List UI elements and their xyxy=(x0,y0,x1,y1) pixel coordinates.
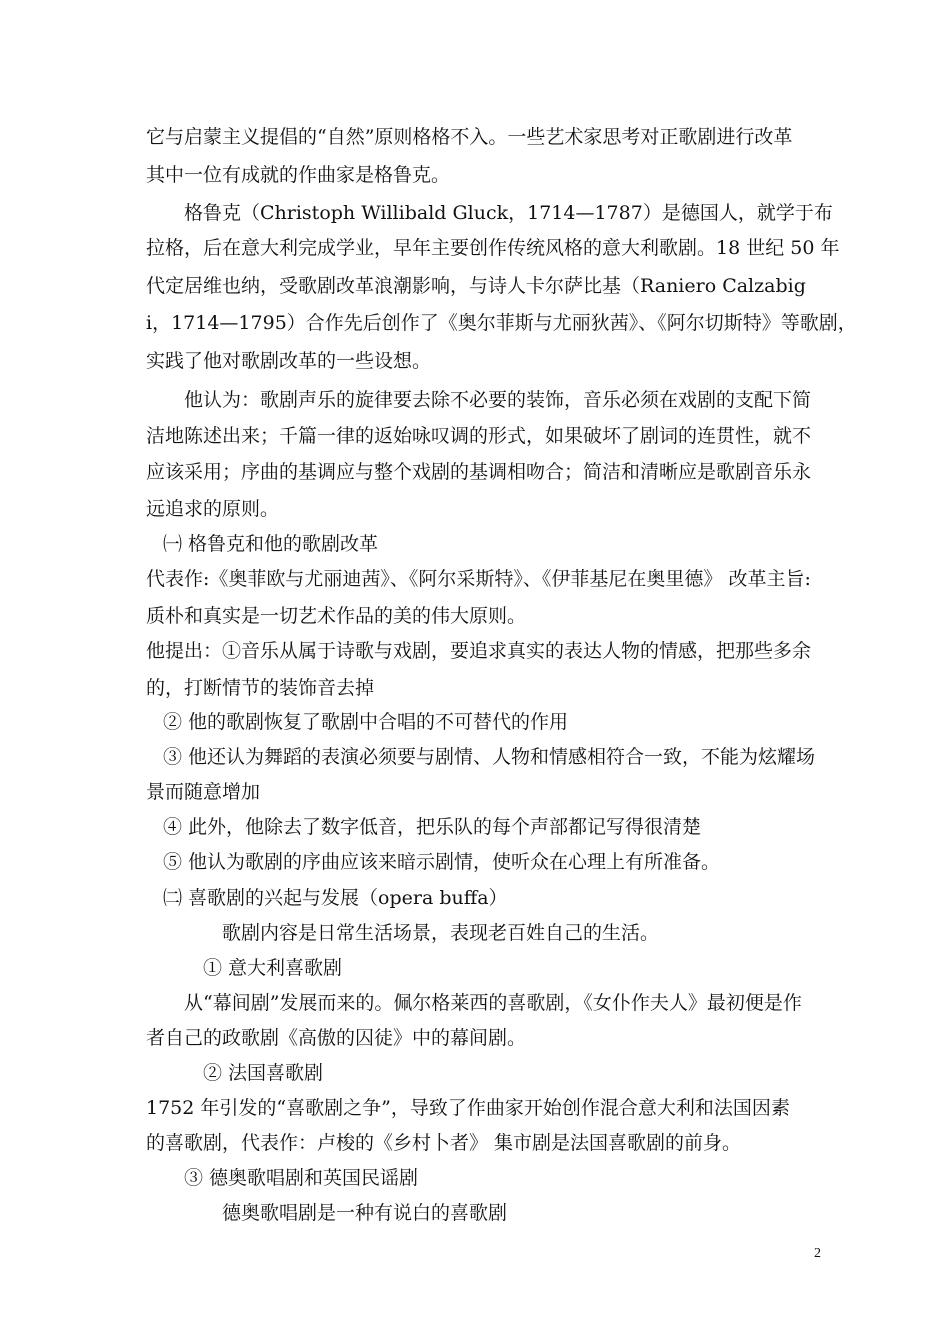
text-line: 景而随意增加 xyxy=(146,781,261,803)
text-line: 歌剧内容是日常生活场景，表现老百姓自己的生活。 xyxy=(222,922,660,944)
subsection-heading: ② 法国喜歌剧 xyxy=(203,1062,324,1084)
text-line: 代定居维也纳，受歌剧改革浪潮影响，与诗人卡尔萨比基（Raniero Calzabig xyxy=(146,275,806,297)
section-heading: ㈡ 喜歌剧的兴起与发展（opera buffa） xyxy=(163,887,508,909)
text-line: 应该采用；序曲的基调应与整个戏剧的基调相吻合；简洁和清晰应是歌剧音乐永 xyxy=(146,461,812,483)
text-line: 它与启蒙主义提倡的“自然”原则格格不入。一些艺术家思考对正歌剧进行改革 xyxy=(146,126,793,148)
text-line: 其中一位有成就的作曲家是格鲁克。 xyxy=(146,164,451,186)
text-line: 的喜歌剧，代表作：卢梭的《乡村卜者》 集市剧是法国喜歌剧的前身。 xyxy=(146,1132,742,1154)
text-line: 拉格，后在意大利完成学业，早年主要创作传统风格的意大利歌剧。18 世纪 50 年 xyxy=(146,237,840,259)
text-line: 1752 年引发的“喜歌剧之争”，导致了作曲家开始创作混合意大利和法国因素 xyxy=(146,1097,790,1119)
text-line: 他认为：歌剧声乐的旋律要去除不必要的装饰，音乐必须在戏剧的支配下简 xyxy=(184,389,812,411)
text-line: 质朴和真实是一切艺术作品的美的伟大原则。 xyxy=(146,605,527,627)
text-line: 代表作:《奥菲欧与尤丽迪茜》、《阿尔采斯特》、《伊菲基尼在奥里德》 改革主旨: xyxy=(146,568,811,590)
text-line: 的，打断情节的装饰音去掉 xyxy=(146,677,375,699)
list-item: ④ 此外，他除去了数字低音，把乐队的每个声部都记写得很清楚 xyxy=(163,816,702,838)
text-line: 他提出：①音乐从属于诗歌与戏剧，要追求真实的表达人物的情感，把那些多余 xyxy=(146,640,812,662)
text-line: 洁地陈述出来；千篇一律的返始咏叹调的形式，如果破坏了剧词的连贯性，就不 xyxy=(146,425,812,447)
subsection-heading: ③ 德奥歌唱剧和英国民谣剧 xyxy=(184,1167,419,1189)
text-line: 从“幕间剧”发展而来的。佩尔格莱西的喜歌剧，《女仆作夫人》最初便是作 xyxy=(184,992,802,1014)
list-item: ③ 他还认为舞蹈的表演必须要与剧情、人物和情感相符合一致，不能为炫耀场 xyxy=(163,746,816,768)
text-line: i，1714—1795）合作先后创作了《奥尔菲斯与尤丽狄茜》、《阿尔切斯特》等歌剧， xyxy=(146,312,857,334)
text-line: 德奥歌唱剧是一种有说白的喜歌剧 xyxy=(222,1202,508,1224)
list-item: ② 他的歌剧恢复了歌剧中合唱的不可替代的作用 xyxy=(163,711,569,733)
subsection-heading: ① 意大利喜歌剧 xyxy=(203,957,343,979)
text-line: 格鲁克（Christoph Willibald Gluck，1714—1787）是德国人，就学于布 xyxy=(184,202,833,224)
list-item: ⑤ 他认为歌剧的序曲应该来暗示剧情，使听众在心理上有所准备。 xyxy=(163,851,721,873)
page-number: 2 xyxy=(814,1246,821,1261)
section-heading: ㈠ 格鲁克和他的歌剧改革 xyxy=(163,533,379,555)
text-line: 者自己的政歌剧《高傲的囚徒》中的幕间剧。 xyxy=(146,1027,527,1049)
text-line: 远追求的原则。 xyxy=(146,498,280,520)
text-line: 实践了他对歌剧改革的一些设想。 xyxy=(146,350,432,372)
